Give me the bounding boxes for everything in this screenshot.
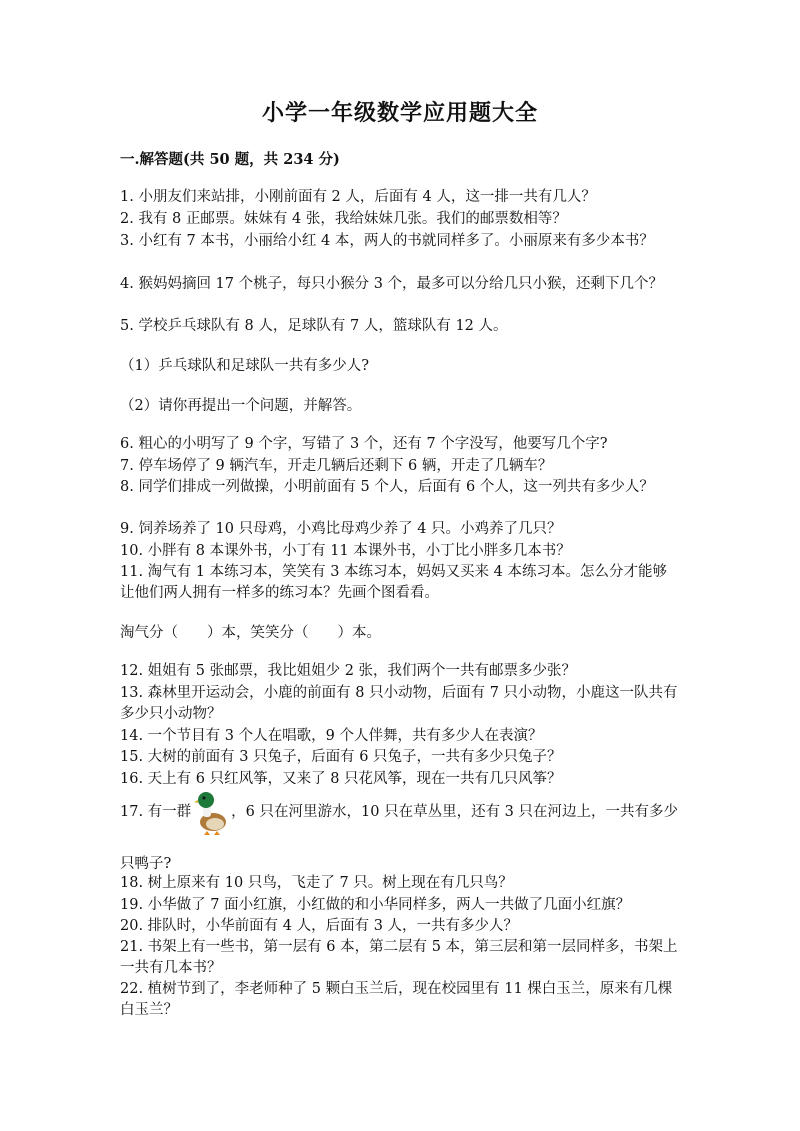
question-13: 13. 森林里开运动会，小鹿的前面有 8 只小动物，后面有 7 只小动物，小鹿这一队共有多少只小动物？ [120,685,678,722]
question-2: 2. 我有 8 正邮票。妹妹有 4 张，我给妹妹几张。我们的邮票数相等？ [120,211,567,227]
question-11-answer-line: 淘气分（ ）本，笑笑分（ ）本。 [120,625,381,641]
question-18: 18. 树上原来有 10 只鸟，飞走了 7 只。树上现在有几只鸟？ [120,875,513,891]
page-title: 小学一年级数学应用题大全 [261,100,538,126]
question-21: 21. 书架上有一些书，第一层有 6 本，第二层有 5 本，第三层和第一层同样多，书架上一共有几本书？ [120,939,678,976]
question-15: 15. 大树的前面有 3 只兔子，后面有 6 只兔子，一共有多少只兔子？ [120,749,562,765]
question-20: 20. 排队时，小华前面有 4 人，后面有 3 人，一共有多少人？ [120,918,519,934]
duck-icon [193,787,229,837]
question-17-prefix: 17. 有一群 [120,804,192,820]
question-6: 6. 粗心的小明写了 9 个字，写错了 3 个，还有 7 个字没写，他要写几个字? [120,436,608,452]
question-1: 1. 小朋友们来站排，小刚前面有 2 人，后面有 4 人，这一排一共有几人？ [120,189,596,205]
question-3: 3. 小红有 7 本书，小丽给小红 4 本，两人的书就同样多了。小丽原来有多少本书？ [120,233,654,249]
question-11: 11. 淘气有 1 本练习本，笑笑有 3 本练习本，妈妈又买来 4 本练习本。怎么分才能够让他们两人拥有一样多的练习本？先画个图看看。 [120,564,667,601]
question-5: 5. 学校乒乓球队有 8 人，足球队有 7 人，篮球队有 12 人。 [120,318,508,334]
question-9: 9. 饲养场养了 10 只母鸡，小鸡比母鸡少养了 4 只。小鸡养了几只？ [120,521,562,537]
question-16: 16. 天上有 6 只红风筝，又来了 8 只花风筝，现在一共有几只风筝？ [120,771,562,787]
question-7: 7. 停车场停了 9 辆汽车，开走几辆后还剩下 6 辆，开走了几辆车？ [120,458,553,474]
question-19: 19. 小华做了 7 面小红旗，小红做的和小华同样多，两人一共做了几面小红旗？ [120,897,631,913]
question-8: 8. 同学们排成一列做操，小明前面有 5 个人，后面有 6 个人，这一列共有多少人？ [120,479,654,495]
question-5-part-1: （1）乒乓球队和足球队一共有多少人? [120,358,369,374]
question-4: 4. 猴妈妈摘回 17 个桃子，每只小猴分 3 个，最多可以分给几只小猴，还剩下几个？ [120,276,664,292]
question-14: 14. 一个节目有 3 个人在唱歌，9 个人伴舞，共有多少人在表演？ [120,728,543,744]
question-5-part-2: （2）请你再提出一个问题，并解答。 [120,398,362,414]
question-10: 10. 小胖有 8 本课外书，小丁有 11 本课外书，小丁比小胖多几本书？ [120,543,571,559]
question-12: 12. 姐姐有 5 张邮票，我比姐姐少 2 张，我们两个一共有邮票多少张？ [120,663,577,679]
question-22: 22. 植树节到了，李老师种了 5 颗白玉兰后，现在校园里有 11 棵白玉兰，原来有几棵白玉兰？ [120,981,673,1018]
section-heading: 一.解答题(共 50 题，共 234 分) [120,151,340,168]
question-17-suffix: ，6 只在河里游水，10 只在草丛里，还有 3 只在河边上，一共有多少只鸭子? [120,804,679,872]
